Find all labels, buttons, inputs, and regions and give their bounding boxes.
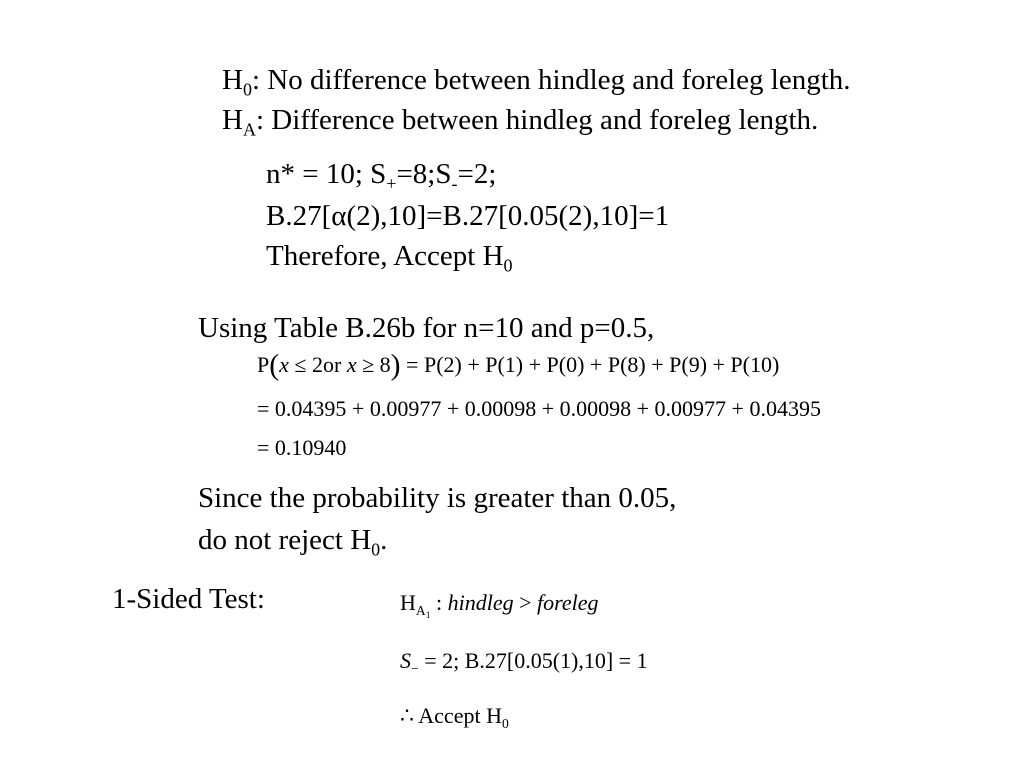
binomial-equation-2: = 0.04395 + 0.00977 + 0.00098 + 0.00098 + 0.00977 + 0.04395 (257, 396, 821, 421)
conclusion-period: . (380, 524, 388, 556)
one-sided-h-sub-a: A (415, 602, 426, 618)
null-hypothesis-line (222, 64, 851, 100)
binomial-equation-1: P(x ≤ 2or x ≥ 8) = P(2) + P(1) + P(0) + P(8) + P(9) + P(10) (257, 349, 780, 382)
one-sided-foreleg: foreleg (537, 590, 599, 615)
one-sided-gt: > (513, 590, 538, 615)
alpha-symbol: α (331, 200, 347, 232)
one-sided-colon: : (430, 590, 448, 615)
one-sided-h-sub-1: 1 (425, 609, 431, 621)
h0-letter: H (222, 64, 243, 96)
ha-text: : Difference between hindleg and foreleg length. (255, 104, 819, 136)
counts-line (266, 158, 497, 194)
one-sided-accept-subscript: 0 (501, 715, 509, 731)
one-sided-statistic-rest: = 2; B.27[0.05(1),10] = 1 (418, 648, 648, 673)
s-plus-subscript: + (386, 173, 397, 194)
ha-letter: H (222, 104, 243, 136)
h0-text: : No difference between hindleg and foreleg length. (251, 64, 851, 96)
ha-subscript: A (242, 119, 256, 140)
one-sided-statistic (400, 648, 648, 676)
conclusion-text: do not reject H (198, 524, 372, 556)
counts-s-plus-value: =8;S (396, 158, 452, 190)
one-sided-title: 1-Sided Test: (112, 583, 265, 615)
eq1-le-part: ≤ 2or (288, 352, 347, 377)
accept-text: Therefore, Accept H (266, 240, 504, 272)
counts-n-s: n* = 10; S (266, 158, 387, 190)
binomial-intro: Using Table B.26b for n=10 and p=0.5, (198, 312, 655, 344)
counts-s-minus-value: =2; (457, 158, 497, 190)
conclusion-subscript: 0 (371, 539, 381, 560)
eq1-p: P (257, 352, 270, 377)
eq1-rhs: = P(2) + P(1) + P(0) + P(8) + P(9) + P(10) (400, 352, 780, 377)
eq1-ge-part: ≥ 8 (356, 352, 391, 377)
eq1-x-second: x (346, 352, 357, 377)
critical-value-line (266, 202, 669, 231)
one-sided-accept-text: ∴ Accept H (400, 703, 502, 728)
binomial-equation-3: = 0.10940 (257, 435, 347, 460)
one-sided-s-subscript: − (411, 660, 419, 676)
accept-subscript: 0 (503, 255, 513, 276)
one-sided-s-letter: S (400, 648, 411, 673)
critical-value-rest: (2),10]=B.27[0.05(2),10]=1 (346, 200, 670, 232)
alt-hypothesis-line (222, 104, 819, 140)
eq1-x-first: x (279, 352, 289, 377)
conclusion-line-1: Since the probability is greater than 0.05, (198, 482, 677, 514)
accept-line (266, 240, 513, 276)
one-sided-hindleg: hindleg (447, 590, 514, 615)
one-sided-h-letter: H (400, 590, 416, 615)
one-sided-h-subscript (415, 602, 431, 621)
s-minus-subscript: - (451, 173, 458, 194)
critical-value-prefix: B.27[ (266, 200, 332, 232)
one-sided-hypothesis (400, 590, 599, 621)
h0-subscript: 0 (242, 79, 252, 100)
one-sided-accept (400, 703, 509, 731)
conclusion-line-2 (198, 524, 388, 560)
